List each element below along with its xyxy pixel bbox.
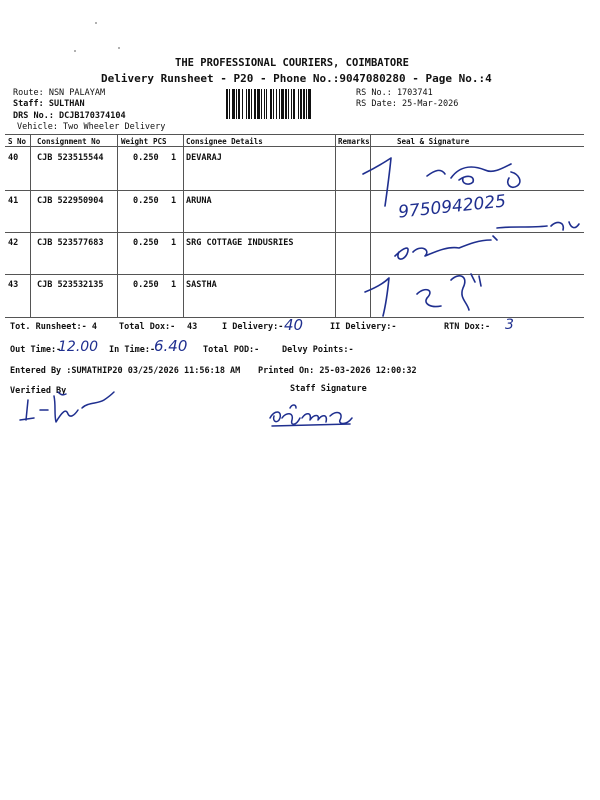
col-consignee: Consignee Details: [186, 137, 263, 146]
table-row-pcs: 1: [171, 196, 177, 206]
barcode-bar: [291, 89, 292, 119]
table-row-weight: 0.250: [133, 196, 159, 206]
total-pod-label: Total POD:-: [203, 345, 260, 355]
table-row-pcs: 1: [171, 153, 177, 163]
col-seal-signature: Seal & Signature: [397, 137, 470, 146]
staff-label: Staff: SULTHAN: [13, 99, 85, 109]
verified-signature: [10, 388, 120, 428]
table-row-consignee: SASTHA: [186, 280, 217, 290]
vehicle-label: Vehicle: Two Wheeler Delivery: [17, 122, 166, 132]
barcode-bar: [306, 89, 307, 119]
table-row-weight: 0.250: [133, 280, 159, 290]
table-row-consignee: SRG COTTAGE INDUSRIES: [186, 238, 294, 248]
barcode-bar: [254, 89, 256, 119]
i-delivery-label: I Delivery:-: [222, 322, 284, 332]
company-title: THE PROFESSIONAL COURIERS, COIMBATORE: [175, 57, 409, 69]
staff-signature-label: Staff Signature: [290, 384, 367, 394]
barcode-bar: [232, 89, 235, 119]
col-sno: S No: [8, 137, 27, 146]
barcode-bar: [266, 89, 267, 119]
out-time-label: Out Time:-: [10, 345, 62, 355]
barcode-bar: [238, 89, 240, 119]
barcode-bar: [288, 89, 289, 119]
table-row-weight: 0.250: [133, 238, 159, 248]
barcode-bar: [246, 89, 247, 119]
handwritten-rtn-dox: 3: [505, 317, 514, 333]
barcode-bar: [279, 89, 280, 119]
table-row-consignment: CJB 522950904: [37, 196, 104, 206]
table-row-consignee: DEVARAJ: [186, 153, 222, 163]
barcode-bar: [251, 89, 252, 119]
col-pcs: PCS: [153, 137, 167, 146]
barcode-image: [226, 89, 352, 119]
barcode-bar: [281, 89, 284, 119]
in-time-label: In Time:-: [109, 345, 156, 355]
handwritten-out-time: 12.00: [58, 339, 99, 355]
table-row-weight: 0.250: [133, 153, 159, 163]
table-row-pcs: 1: [171, 238, 177, 248]
ii-delivery-label: II Delivery:-: [330, 322, 397, 332]
total-dox-value: 43: [187, 322, 198, 332]
barcode-bar: [261, 89, 262, 119]
handwritten-signatures: [355, 148, 595, 318]
barcode-bar: [257, 89, 260, 119]
entered-by: Entered By :SUMATHIP20 03/25/2026 11:56:18 AM: [10, 366, 241, 376]
barcode-bar: [293, 89, 295, 119]
barcode-bar: [242, 89, 243, 119]
table-row-consignment: CJB 523532135: [37, 280, 104, 290]
route-label: Route: NSN PALAYAM: [13, 88, 106, 98]
rtn-dox-label: RTN Dox:-: [444, 322, 491, 332]
table-row-sno: 43: [8, 280, 19, 290]
table-row-pcs: 1: [171, 280, 177, 290]
barcode-bar: [300, 89, 302, 119]
barcode-bar: [236, 89, 237, 119]
tot-runsheet: Tot. Runsheet:- 4: [10, 322, 97, 332]
rs-number: RS No.: 1703741: [356, 88, 433, 98]
col-remarks: Remarks: [338, 137, 370, 146]
barcode-bar: [264, 89, 265, 119]
barcode-bar: [248, 89, 250, 119]
table-row-sno: 42: [8, 238, 19, 248]
barcode-bar: [273, 89, 274, 119]
barcode-bar: [298, 89, 299, 119]
total-dox-label: Total Dox:-: [119, 322, 176, 332]
col-weight: Weight: [121, 137, 149, 146]
delvy-points-label: Delvy Points:-: [282, 345, 354, 355]
verified-by-label: Verified By: [10, 386, 67, 396]
handwritten-in-time: 6.40: [154, 337, 188, 355]
col-consignment: Consignment No: [37, 137, 101, 146]
table-row-consignment: CJB 523515544: [37, 153, 104, 163]
barcode-bar: [270, 89, 272, 119]
runsheet-subtitle: Delivery Runsheet - P20 - Phone No.:9047080280 - Page No.:4: [101, 72, 492, 85]
handwritten-phone: 9750942025: [397, 191, 507, 223]
barcode-bar: [276, 89, 277, 119]
handwritten-i-delivery: 40: [284, 316, 304, 334]
table-row-consignment: CJB 523577683: [37, 238, 104, 248]
staff-signature: [266, 400, 356, 436]
rs-date: RS Date: 25-Mar-2026: [356, 99, 459, 109]
barcode-bar: [229, 89, 230, 119]
table-row-sno: 41: [8, 196, 19, 206]
printed-on: Printed On: 25-03-2026 12:00:32: [258, 366, 417, 376]
barcode-bar: [285, 89, 287, 119]
table-row-consignee: ARUNA: [186, 196, 212, 206]
table-row-sno: 40: [8, 153, 19, 163]
drs-number: DRS No.: DCJB170374104: [13, 111, 126, 121]
barcode-bar: [303, 89, 305, 119]
barcode-bar: [308, 89, 311, 119]
barcode-bar: [226, 89, 228, 119]
